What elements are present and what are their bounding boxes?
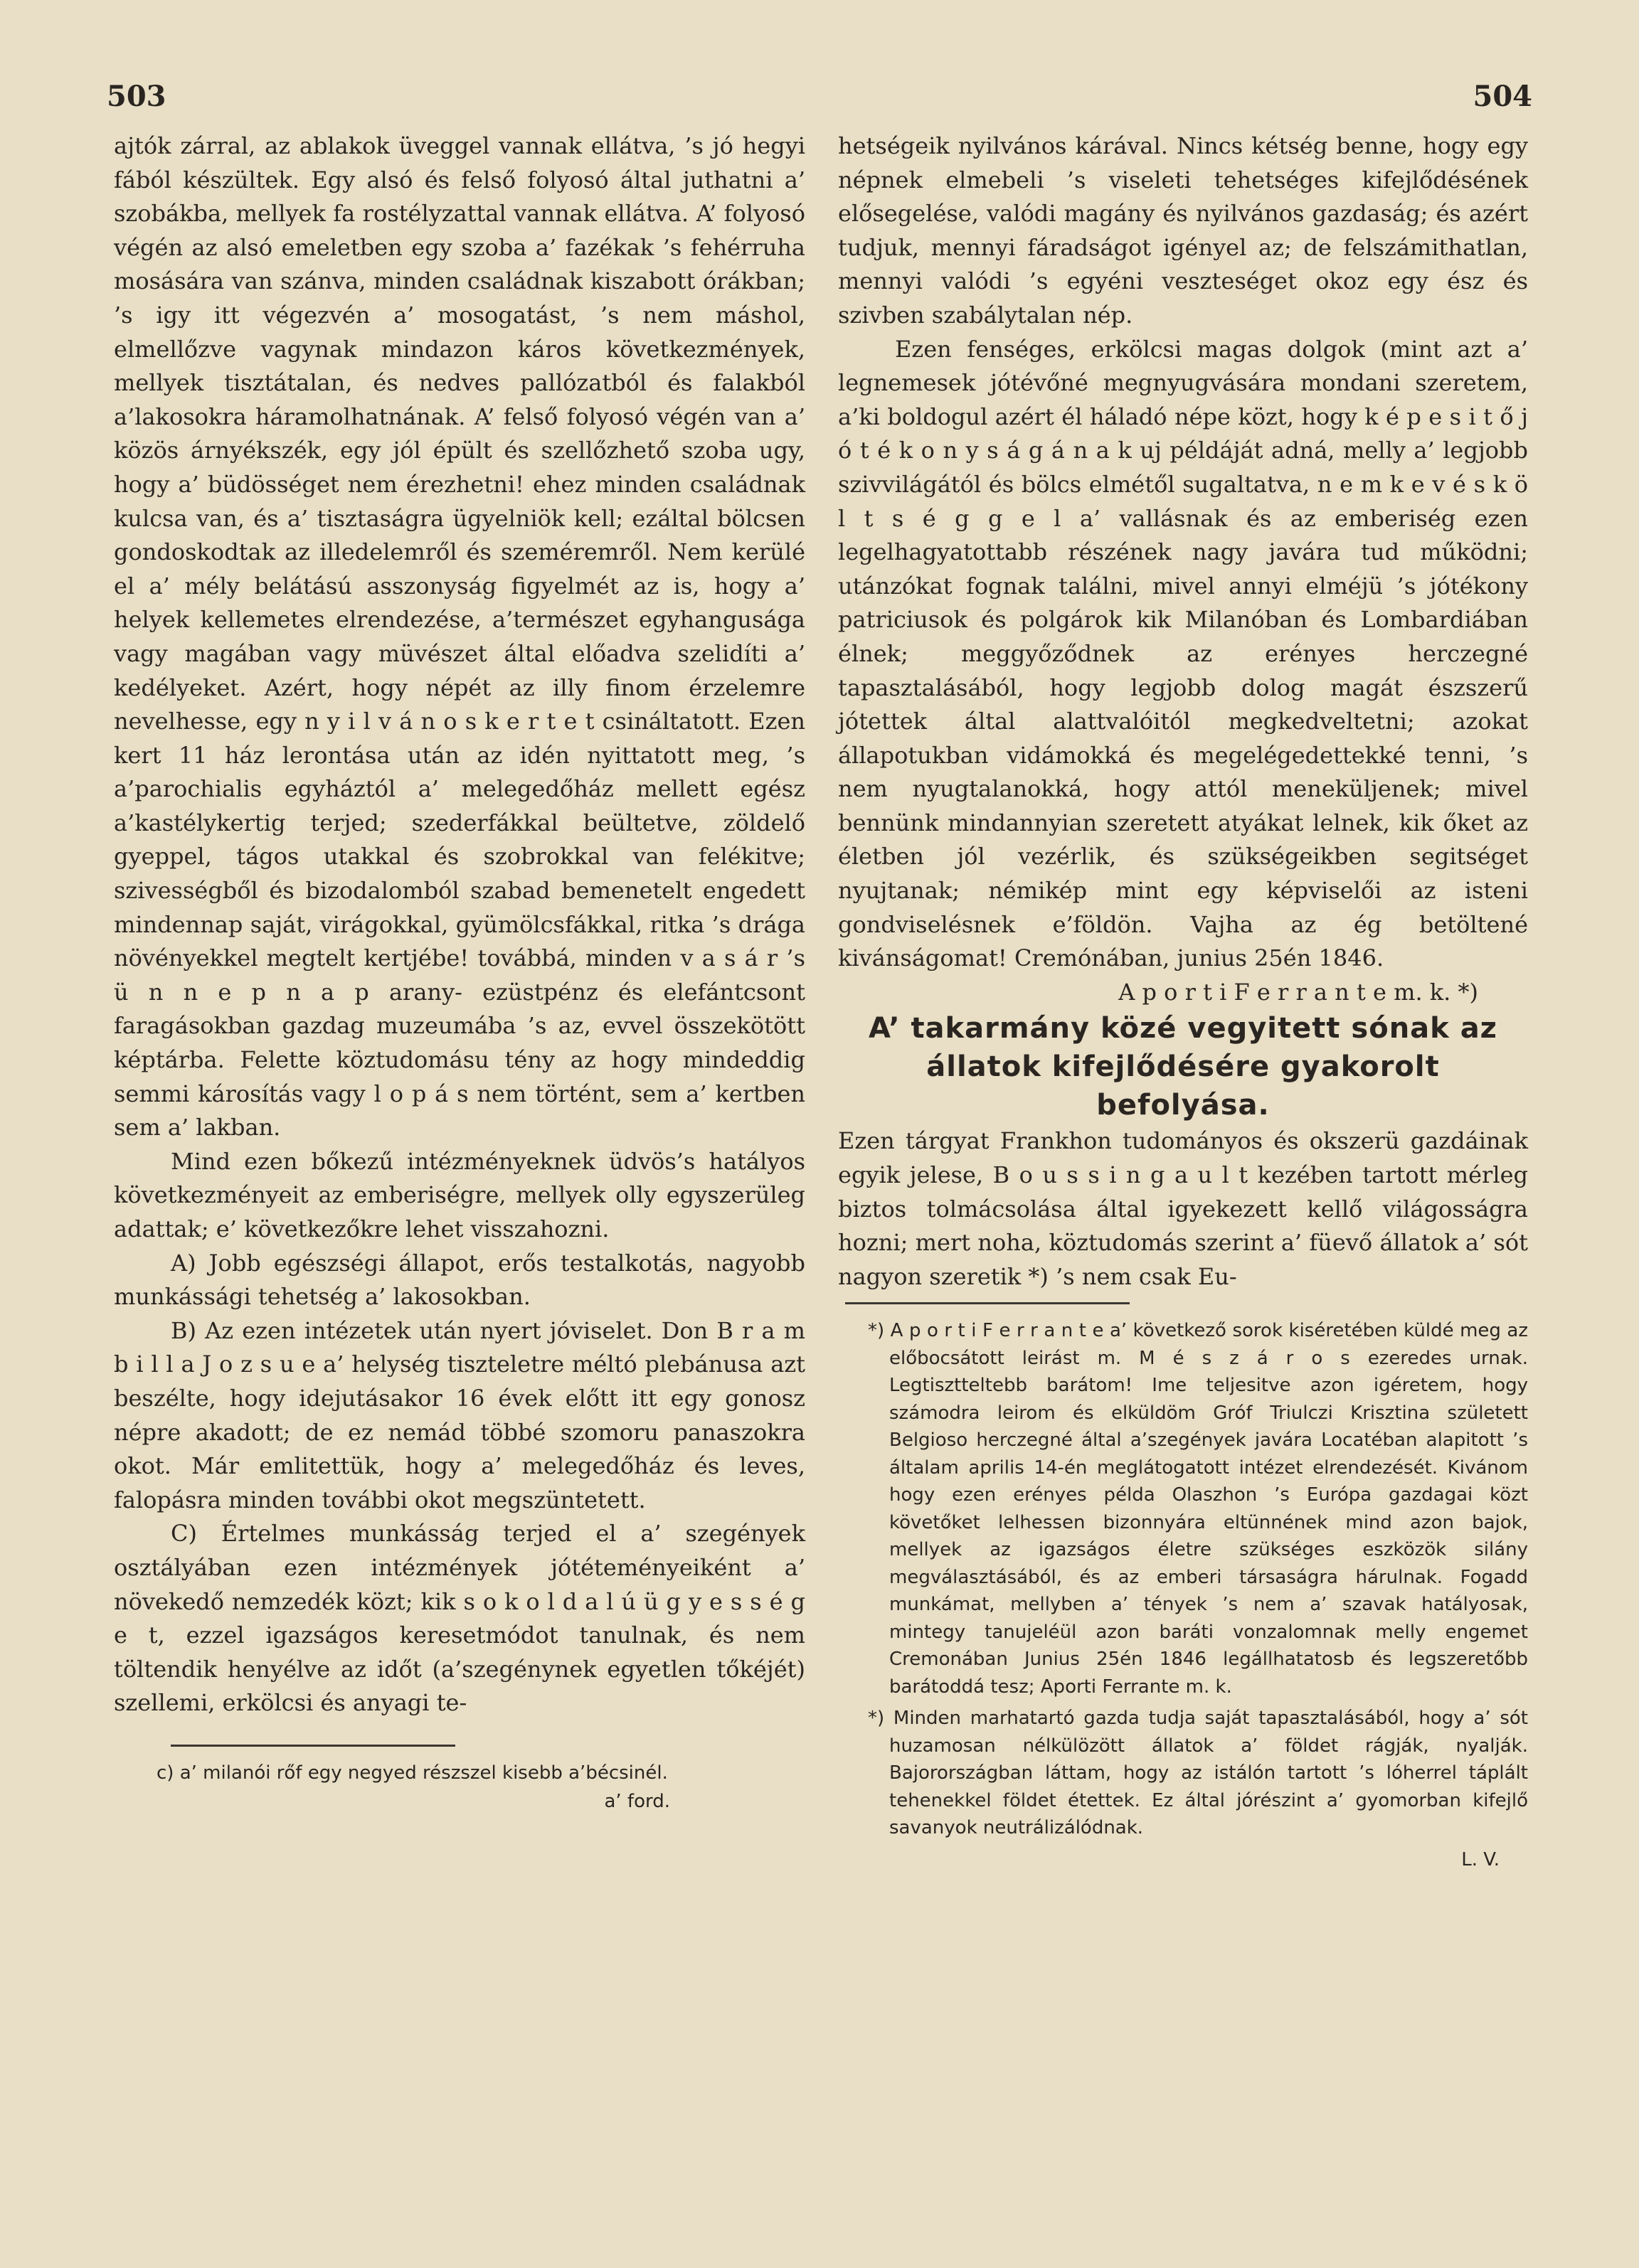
- paragraph: B) Az ezen intézetek után nyert jóviselet. Don B r a m b i l l a J o z s u e a’ helység tiszteletre méltó plebánusa azt beszélte, hogy idejutásakor 16 évek előtt itt egy gonosz népre akadott; de ez nemád többé szomoru panaszokra okot. Már emlitettük, hogy a’ melegedőház és leves, falopásra minden további okot megszüntetett.: [114, 1316, 805, 1513]
- paragraph: ajtók zárral, az ablakok üveggel vannak ellátva, ’s jó hegyi fából készültek. Egy alsó és felső folyosó által juthatni a’ szobákba, mellyek fa rostélyzattal vannak ellátva. A’ folyosó végén az alsó emeletben egy szoba a’ fazékak ’s fehérruha mosására van szánva, minden családnak kiszabott órákban; ’s igy itt végezvén a’ mosogatást, ’s nem máshol, elmellőzve vagynak mindazon káros következmények, mellyek tisztátalan, és nedves pallózatból és falakból a’lakosokra háramolhatnának. A’ felső folyosó végén van a’ közös árnyékszék, egy jól épült és szellőzhető szoba ugy, hogy a’ büdösséget nem érezhetni! ehez minden családnak kulcsa van, és a’ tisztaságra ügyelniök kell; ezáltal bölcsen gondoskodtak az illedelemről és szeméremről. Nem kerülé el a’ mély belátású asszonyság figyelmét az is, hogy a’ helyek kellemetes elrendezése, a’természet egyhangusága vagy magában vagy müvészet által előadva szelidíti a’ kedélyeket. Azért, hogy népét az illy finom érzelemre nevelhesse, egy n y i l v á n o s k e r t e t csináltatott. Ezen kert 11 ház lerontása után az idén nyittatott meg, ’s a’parochialis egyháztól a’ melegedőház mellett egész a’kastélykertig terjed; szederfákkal beültetve, zöldelő gyeppel, tágos utakkal és szobrokkal van felékitve; szivességből és bizodalomból szabad bemenetelt engedett mindennap saját, virágokkal, gyümölcsfákkal, ritka ’s drága növényekkel megtelt kertjébe! továbbá, minden v a s á r ’s ü n n e p n a p arany- ezüstpénz és elefántcsont faragásokban gazdag muzeumába ’s az, evvel összekötött képtárba. Felette köztudomásu tény az hogy mindeddig semmi károsítás vagy l o p á s nem történt, sem a’ kertben sem a’ lakban.: [114, 132, 805, 1141]
- section-heading: A’ takarmány közé vegyitett sónak az állatok kifejlődésére gyakorolt befolyása.: [869, 1012, 1497, 1122]
- footnote-divider: [845, 1302, 1130, 1304]
- signature: A p o r t i F e r r a n t e m. k. *): [1118, 978, 1478, 1006]
- page-number-left: 503: [107, 80, 166, 113]
- paragraph: Ezen fenséges, erkölcsi magas dolgok (mint azt a’ legnemesek jótévőné megnyugvására mondani szeretem, a’ki boldogul azért él háladó népe közt, hogy k é p e s i t ő j ó t é k o n y s á g á n a k uj példáját adná, melly a’ legjobb szivvilágától és bölcs elmétől sugaltatva, n e m k e v é s k ö l t s é g g e l a’ vallásnak és az emberiség ezen legelhagyatottabb részének nagy javára tud működni; utánzókat fognak találni, mivel annyi elméjü ’s jótékony patriciusok és polgárok kik Milanóban és Lombardiában élnek; meggyőződnek az erényes herczegné tapasztalásából, hogy legjobb dolog magát észszerű jótettek által alattvalóitól megkedveltetni; azokat állapotukban vidámokká és megelégedettekké tenni, ’s nem nyugtalanokká, hogy attól meneküljenek; mivel bennünk mindannyian szeretett atyákat lelnek, kik őket az életben jól vezérlik, és szükségeikben segitséget nyujtanak; némikép mint egy képviselői az isteni gondviselésnek e’földön. Vajha az ég betöltené kivánságomat! Cremónában, junius 25én 1846.: [838, 335, 1528, 972]
- paragraph: C) Értelmes munkásság terjed el a’ szegények osztályában ezen intézmények jótéteményeiként a’ növekedő nemzedék közt; kik s o k o l d a l ú ü g y e s s é g e t, ezzel igazságos keresetmódot tanulnak, és nem töltendik henyélve az időt (a’szegénynek egyetlen tőkéjét) szellemi, erkölcsi és anyagi te-: [114, 1520, 805, 1717]
- footnote-divider: [171, 1745, 455, 1747]
- paragraph: Mind ezen bőkezű intézményeknek üdvös’s hatályos következményeit az emberiségre, mellyek olly egyszerüleg adattak; e’ következőkre lehet visszahozni.: [114, 1147, 805, 1242]
- initials: L. V.: [1461, 1848, 1500, 1870]
- footnote: *) Minden marhatartó gazda tudja saját tapasztalásából, hogy a’ sót huzamosan nélkülözött állatok a’ földet rágják, nyalják. Bajorországban láttam, hogy az istálón tartott ’s lóherrel táplált tehenekkel földet étettek. Ez által jórészint a’ gyomorban kifejlő savanyok neutrálizálódnak.: [868, 1708, 1528, 1839]
- left-column: [114, 129, 805, 1820]
- paragraph: A) Jobb egészségi állapot, erős testalkotás, nagyobb munkássági tehetség a’ lakosokban.: [114, 1249, 805, 1311]
- right-column: [838, 129, 1528, 1873]
- footnote-attribution: a’ ford.: [604, 1791, 670, 1813]
- page-number-right: 504: [1473, 80, 1532, 113]
- footnote: c) a’ milanói rőf egy negyed részszel kisebb a’bécsinél.: [157, 1762, 668, 1784]
- footnote: *) A p o r t i F e r r a n t e a’ következő sorok kiséretében küldé meg az előbocsátott leirást m. M é s z á r o s ezeredes urnak. Legtisztteltebb barátom! Ime teljesitve azon igéretem, hogy számodra leirom és elküldöm Gróf Triulczi Krisztina született Belgioso herczegné által a’szegények javára Locatéban alapitott ’s általam aprilis 14-én meglátogatott intézet elrendezését. Kivánom hogy ezen erényes példa Olaszhon ’s Európa gazdagai közt követőket lelhessen bizonnyára eltünnének mind azon bajok, mellyek az igazságos életre szükséges eszközök silány megválasztásából, és az emberi társaságra hárulnak. Fogadd munkámat, mellyben a’ tények ’s nem a’ szavak hatályosak, mintegy tanujeléül azon baráti vonzalomnak melly engemet Cremonában Junius 25én 1846 legállhatatosb és legszeretőbb barátoddá tesz; Aporti Ferrante m. k.: [868, 1320, 1528, 1698]
- paragraph: Ezen tárgyat Frankhon tudományos és okszerü gazdáinak egyik jelese, B o u s s i n g a u l t kezében tartott mérleg biztos tolmácsolása által igyekezett kellő világosságra hozni; mert noha, köztudomás szerint a’ füevő állatok a’ sót nagyon szeretik *) ’s nem csak Eu-: [838, 1127, 1528, 1290]
- paragraph: hetségeik nyilvános kárával. Nincs kétség benne, hogy egy népnek elmebeli ’s viseleti tehetséges kifejlődésének elősegelése, valódi magány és nyilvános gazdaság; és azért tudjuk, mennyi fáradságot igényel az; de felszámithatlan, mennyi valódi ’s egyéni veszteséget okoz egy ész és szivben szabálytalan nép.: [838, 132, 1528, 329]
